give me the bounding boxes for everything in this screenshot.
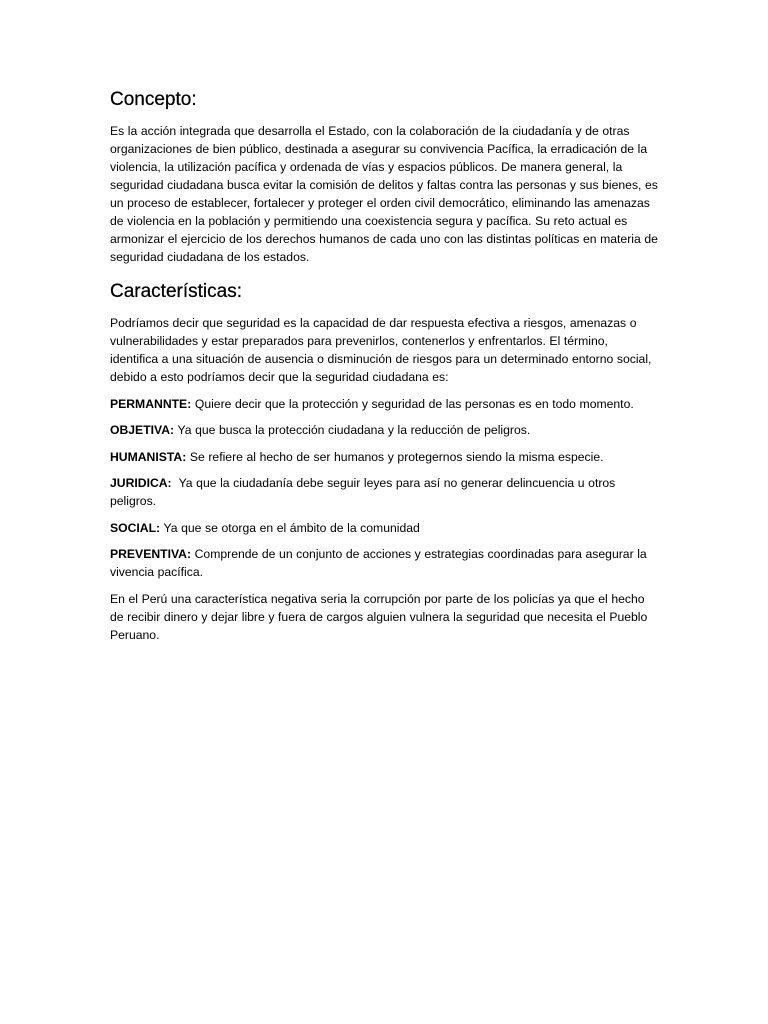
characteristic-term: PREVENTIVA: <box>110 547 192 561</box>
characteristic-text: Ya que busca la protección ciudadana y la reducción de peligros. <box>174 423 531 437</box>
caracteristicas-heading: Características: <box>110 281 242 302</box>
concepto-paragraph: Es la acción integrada que desarrolla el Estado, con la colaboración de la ciudadanía y de otras organizaciones de bien público, destinada a asegurar su convivencia Pacífica, la erradicación de la violencia, la utilización pacífica y ordenada de vías y espacios públicos. De manera general, la seguridad ciudadana busca evitar la comisión de delitos y faltas contra las personas y sus bienes, es un proceso de establecer, fortalecer y proteger el orden civil democrático, eliminando las amenazas de violencia en la población y permitiendo una coexistencia segura y pacífica. Su reto actual es armonizar el ejercicio de los derechos humanos de cada uno con las distintas políticas en materia de seguridad ciudadana de los estados. <box>110 124 658 264</box>
characteristic-item-objetiva <box>110 421 658 439</box>
characteristic-term: HUMANISTA: <box>110 449 187 464</box>
characteristic-term: OBJETIVA: <box>110 423 175 437</box>
characteristic-item-humanista <box>110 448 658 466</box>
characteristic-text: Se refiere al hecho de ser humanos y protegernos siendo la misma especie. <box>186 449 604 464</box>
caracteristicas-intro: Podríamos decir que seguridad es la capacidad de dar respuesta efectiva a riesgos, amenazas o vulnerabilidades y estar preparados para prevenirlos, contenerlos y enfrentarlos. El término, identifica a una situación de ausencia o disminución de riesgos para un determinado entorno social, debido a esto podríamos decir que la seguridad ciudadana es: <box>110 316 652 384</box>
document-body <box>110 88 658 652</box>
characteristic-term: SOCIAL: <box>110 520 161 535</box>
concepto-heading: Concepto: <box>110 89 197 110</box>
characteristic-item-preventiva <box>110 545 658 581</box>
characteristic-item-juridica <box>110 474 658 510</box>
closing-paragraph: En el Perú una característica negativa seria la corrupción por parte de los policías ya que el hecho de recibir dinero y dejar libre y fuera de cargos alguien vulnera la seguridad que necesita el Pueblo Peruano. <box>110 591 648 642</box>
characteristic-text: Ya que se otorga en el ámbito de la comunidad <box>160 520 420 535</box>
characteristic-text: Comprende de un conjunto de acciones y estrategias coordinadas para asegurar la vivencia pacífica. <box>110 547 647 579</box>
characteristic-term: JURIDICA: <box>110 476 172 490</box>
characteristic-item-permanente <box>110 395 658 413</box>
characteristic-item-social <box>110 519 658 537</box>
characteristic-term: PERMANNTE: <box>110 396 192 411</box>
characteristic-text: Quiere decir que la protección y seguridad de las personas es en todo momento. <box>191 396 634 411</box>
characteristic-text: Ya que la ciudadanía debe seguir leyes para así no generar delincuencia u otros peligros. <box>110 476 619 508</box>
